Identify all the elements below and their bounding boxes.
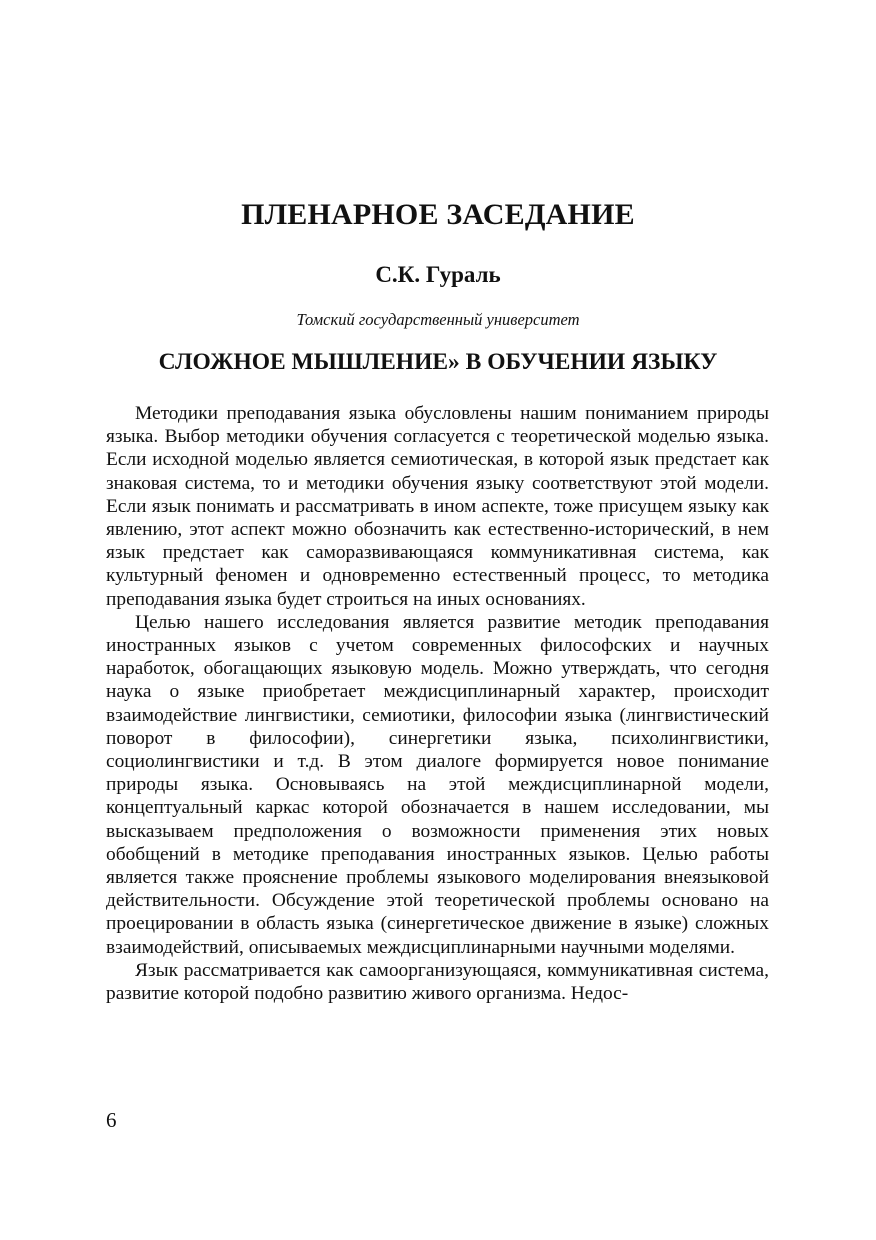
author-affiliation: Томский государственный университет — [296, 310, 580, 329]
author-name: С.К. Гураль — [375, 262, 501, 287]
article-body — [106, 402, 769, 1005]
page-number: 6 — [106, 1108, 117, 1132]
section-title: ПЛЕНАРНОЕ ЗАСЕДАНИЕ — [241, 198, 635, 231]
paragraph-3: Язык рассматривается как самоорганизующаяся, коммуникативная система, развитие которой подобно развитию живого организма. Недос- — [106, 959, 769, 1005]
article-title: СЛОЖНОЕ МЫШЛЕНИЕ» В ОБУЧЕНИИ ЯЗЫКУ — [158, 349, 718, 375]
paragraph-1: Методики преподавания языка обусловлены нашим пониманием природы языка. Выбор методики обучения согласуется с теоретической моделью языка. Если исходной моделью является семиотическая, в которой язык предстает как знаковая система, то и методики обучения языку соответствуют этой модели. Если язык понимать и рассматривать в ином аспекте, тоже присущем языку как явлению, этот аспект можно обозначить как естественно-исторический, в нем язык предстает как саморазвивающаяся коммуникативная система, как культурный феномен и одновременно естественный процесс, то методика преподавания языка будет строиться на иных основаниях. — [106, 403, 769, 610]
paragraph-2: Целью нашего исследования является развитие методик преподавания иностранных языков с учетом современных философских и научных наработок, обогащающих языковую модель. Можно утверждать, что сегодня наука о языке приобретает междисциплинарный характер, происходит взаимодействие лингвистики, семиотики, философии языка (лингвистический поворот в философии), синергетики языка, психолингвистики, социолингвистики и т.д. В этом диалоге формируется новое понимание природы языка. Основываясь на этой междисциплинарной модели, концептуальный каркас которой обозначается в нашем исследовании, мы высказываем предположения о возможности применения этих новых обобщений в методике преподавания иностранных языков. Целью работы является также прояснение проблемы языкового моделирования внеязыковой действительности. Обсуждение этой теоретической проблемы основано на проецировании в область языка (синергетическое движение в языке) сложных взаимодействий, описываемых междисциплинарными научными моделями. — [106, 611, 769, 958]
